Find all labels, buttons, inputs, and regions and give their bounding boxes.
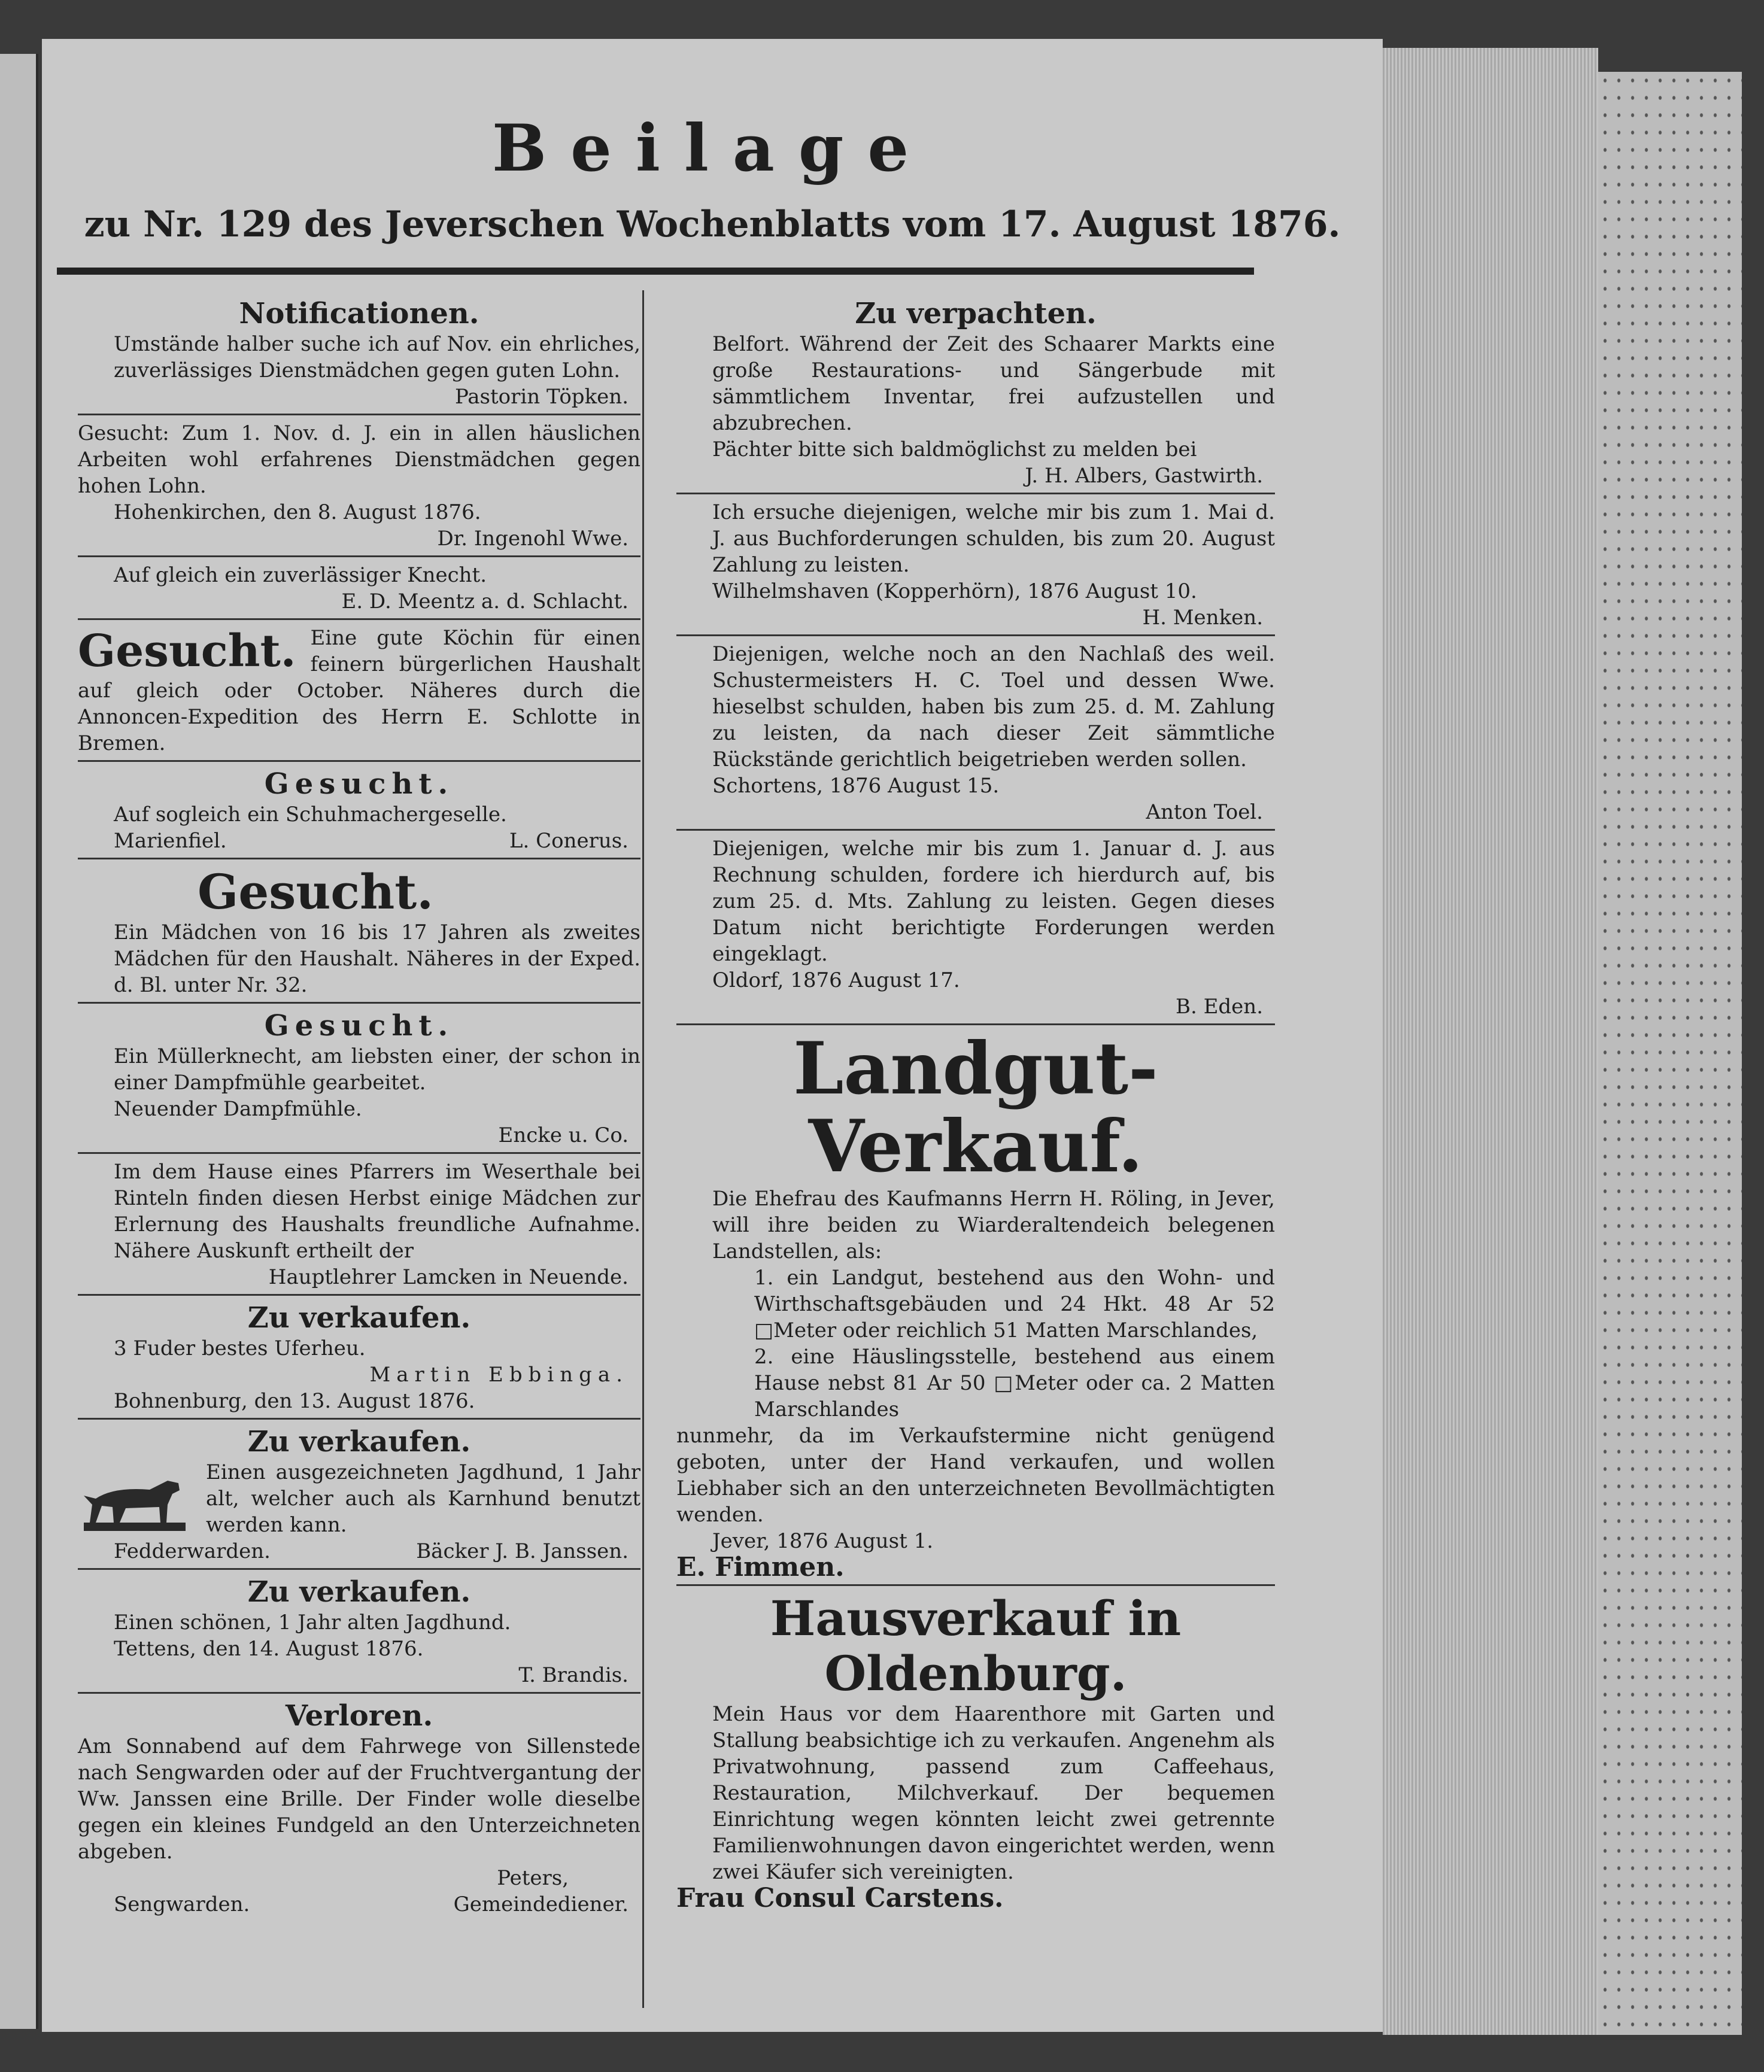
ad-text: Auf sogleich ein Schuhmachergeselle. — [114, 803, 507, 827]
ad-list-item: 1. ein Landgut, bestehend aus den Wohn- und Wirthschaftsgebäuden und 24 Hkt. 48 Ar 52 □Meter oder reichlich 51 Matten Marschlandes, — [754, 1266, 1275, 1342]
ad-footer — [78, 1891, 640, 1918]
separator — [78, 555, 640, 557]
ad-text: Pächter bitte sich baldmöglichst zu melden bei — [712, 438, 1197, 461]
separator — [78, 1692, 640, 1694]
separator — [676, 829, 1275, 831]
ad-text: Diejenigen, welche mir bis zum 1. Januar d. J. aus Rechnung schulden, fordere ich hierdurch auf, bis zum 25. d. Mts. Zahlung zu leisten. Gegen dieses Datum nicht berichtigte Forderungen werden eingeklagt. — [712, 837, 1275, 966]
ad-heading: Gesucht. — [264, 767, 454, 801]
ad-heading: Gesucht. — [264, 1009, 454, 1043]
ad-list-item: 2. eine Häuslingsstelle, bestehend aus einem Hause nebst 81 Ar 50 □Meter oder ca. 2 Matten Marschlandes — [754, 1345, 1275, 1421]
ad-signature: Gemeindediener. — [453, 1892, 629, 1916]
ad-gesucht-muellerknecht — [78, 1008, 640, 1149]
ad-signature: E. Fimmen. — [676, 1552, 845, 1582]
ad-toel — [676, 641, 1275, 825]
ad-gesucht-maedchen — [78, 864, 640, 998]
ad-landgut-verkauf — [676, 1026, 1275, 1582]
separator — [78, 858, 640, 859]
ad-zu-verkaufen-heu — [78, 1301, 640, 1414]
ad-text: Auf gleich ein zuverlässiger Knecht. — [114, 563, 487, 587]
separator — [676, 1023, 1275, 1025]
ad-text: Mein Haus vor dem Haarenthore mit Garten und Stallung beabsichtige ich zu verkaufen. Angenehm als Privatwohnung, passend zum Caffeehaus, Restauration, Milchverkauf. Der bequemen Einrichtung wegen könnten leicht zwei getrennte Familienwohnungen davon eingerichtet werden, wenn zwei Käufer sich vereinigten. — [712, 1702, 1275, 1884]
ad-place: Tettens, den 14. August 1876. — [114, 1637, 424, 1661]
ad-text: Einen ausgezeichneten Jagdhund, 1 Jahr alt, welcher auch als Karnhund benutzt werden kann. — [206, 1460, 640, 1537]
ad-signature: Martin Ebbinga. — [369, 1363, 629, 1387]
book-page-edges — [1383, 48, 1598, 2035]
ad-verloren — [78, 1699, 640, 1918]
separator — [78, 1418, 640, 1420]
ad-text: Diejenigen, welche noch an den Nachlaß des weil. Schustermeisters H. C. Toel und dessen Wwe. hieselbst schulden, haben bis zum 25. d. M. Zahlung zu leisten, da nach dieser Zeit sämmtliche Rückstände gerichtlich beigetrieben werden sollen. — [712, 642, 1275, 771]
separator — [78, 618, 640, 620]
ad-notificationen — [78, 296, 640, 410]
left-column — [78, 296, 640, 1919]
ad-heading: Hausverkauf in Oldenburg. — [770, 1590, 1182, 1702]
ad-signature: Encke u. Co. — [498, 1123, 629, 1147]
book-cover-edge — [1598, 72, 1742, 2035]
separator — [78, 1294, 640, 1296]
ad-heading: Notificationen. — [239, 297, 479, 330]
ad-place: Bohnenburg, den 13. August 1876. — [114, 1389, 475, 1413]
ad-heading: Zu verkaufen. — [247, 1425, 471, 1459]
previous-page-edge — [0, 54, 38, 2029]
ad-signature: T. Brandis. — [518, 1663, 629, 1687]
ad-heading: Zu verpachten. — [855, 297, 1097, 330]
ad-text: Ein Mädchen von 16 bis 17 Jahren als zweites Mädchen für den Haushalt. Näheres in der Exped. d. Bl. unter Nr. 32. — [114, 920, 640, 997]
separator — [78, 1568, 640, 1570]
ad-hausverkauf — [676, 1591, 1275, 1912]
ad-signature: Hauptlehrer Lamcken in Neuende. — [268, 1265, 629, 1289]
ad-signature: Anton Toel. — [1146, 800, 1263, 824]
separator — [78, 760, 640, 762]
ad-heading: Zu verkaufen. — [247, 1575, 471, 1609]
ad-pfarrer — [78, 1159, 640, 1290]
separator — [676, 1584, 1275, 1586]
ad-text: Ein Müllerknecht, am liebsten einer, der schon in einer Dampfmühle gearbeitet. — [114, 1044, 640, 1095]
ad-signature: H. Menken. — [1142, 606, 1263, 630]
ad-heading: Verloren. — [285, 1699, 433, 1733]
ad-signature: E. D. Meentz a. d. Schlacht. — [341, 590, 629, 613]
ad-signature: Dr. Ingenohl Wwe. — [437, 527, 629, 551]
ad-gesucht-dienstmaedchen — [78, 420, 640, 552]
ad-text: Eine gute Köchin für einen feinern bürgerlichen Haushalt auf gleich oder October. Näheres durch die Annoncen-Expedition des Herrn E. Schlotte in Bremen. — [78, 626, 640, 755]
right-column — [676, 296, 1275, 1913]
ad-text: 3 Fuder bestes Uferheu. — [114, 1336, 366, 1360]
ad-knecht — [78, 562, 640, 615]
ad-place: Fedderwarden. — [114, 1539, 271, 1563]
ad-text: Einen schönen, 1 Jahr alten Jagdhund. — [114, 1611, 511, 1634]
newspaper-page — [42, 39, 1383, 2032]
separator — [78, 414, 640, 415]
ad-heading: Gesucht. — [78, 625, 296, 677]
ad-heading: Gesucht. — [198, 864, 434, 920]
ad-place: Sengwarden. — [114, 1892, 250, 1916]
ad-text: Am Sonnabend auf dem Fahrwege von Sillenstede nach Sengwarden oder auf der Fruchtvergantung der Ww. Janssen eine Brille. Der Finder wolle dieselbe gegen ein kleines Fundgeld an den Unterzeichneten abgeben. — [78, 1734, 640, 1864]
ad-text: Im dem Hause eines Pfarrers im Weserthale bei Rinteln finden diesen Herbst einige Mädchen zur Erlernung des Haushalts freundliche Aufnahme. Nähere Auskunft ertheilt der — [114, 1160, 640, 1263]
separator — [676, 493, 1275, 494]
ad-footer — [78, 1538, 640, 1564]
ad-zu-verkaufen-jagdhund — [78, 1424, 640, 1564]
ad-place: Jever, 1876 August 1. — [712, 1529, 934, 1553]
header-rule — [57, 268, 1254, 275]
page-title: Beilage — [491, 111, 933, 186]
ad-text: Ich ersuche diejenigen, welche mir bis zum 1. Mai d. J. aus Buchforderungen schulden, bis zum 20. August Zahlung zu leisten. — [712, 500, 1275, 577]
ad-place: Wilhelmshaven (Kopperhörn), 1876 August 10. — [712, 579, 1197, 603]
ad-signature: Bäcker J. B. Janssen. — [416, 1539, 629, 1563]
separator — [676, 634, 1275, 636]
ad-zu-verkaufen-jagdhund-2 — [78, 1575, 640, 1688]
ad-gesucht-schuhmacher — [78, 767, 640, 854]
ad-signature: Pastorin Töpken. — [454, 385, 629, 409]
ad-heading: Zu verkaufen. — [247, 1301, 471, 1335]
ad-heading: Landgut-Verkauf. — [793, 1026, 1158, 1189]
ad-zu-verpachten — [676, 296, 1275, 489]
ad-eden — [676, 836, 1275, 1020]
ad-signature: Frau Consul Carstens. — [676, 1883, 1004, 1913]
ad-text: Belfort. Während der Zeit des Schaarer Markts eine große Restaurations- und Sängerbude mit sämmtlichem Inventar, frei aufzustellen und abzubrechen. — [712, 332, 1275, 435]
ad-place: Schortens, 1876 August 15. — [712, 774, 1000, 798]
dog-icon — [78, 1463, 192, 1535]
ad-menken — [676, 499, 1275, 631]
ad-signature: B. Eden. — [1175, 995, 1263, 1019]
ad-place: Marienfiel. — [114, 829, 227, 853]
ad-text: nunmehr, da im Verkaufstermine nicht genügend geboten, unter der Hand verkaufen, und wollen Liebhaber sich an den unterzeichneten Bevollmächtigten wenden. — [676, 1424, 1275, 1527]
column-rule — [642, 290, 644, 2008]
ad-text: Die Ehefrau des Kaufmanns Herrn H. Röling, in Jever, will ihre beiden zu Wiarderaltendeich belegenen Landstellen, als: — [712, 1187, 1275, 1263]
ad-signature: J. H. Albers, Gastwirth. — [1025, 464, 1263, 488]
ad-signature: L. Conerus. — [509, 829, 629, 853]
separator — [78, 1002, 640, 1004]
ad-footer — [78, 828, 640, 854]
ad-text: Gesucht: Zum 1. Nov. d. J. ein in allen häuslichen Arbeiten wohl erfahrenes Dienstmädchen gegen hohen Lohn. — [78, 421, 640, 498]
ad-text: Umstände halber suche ich auf Nov. ein ehrliches, zuverlässiges Dienstmädchen gegen guten Lohn. — [114, 332, 640, 382]
ad-place: Hohenkirchen, den 8. August 1876. — [114, 500, 481, 524]
ad-place: Neuender Dampfmühle. — [114, 1097, 362, 1121]
ad-gesucht-koechin — [78, 625, 640, 757]
ad-signature: Peters, — [497, 1866, 569, 1890]
page-subtitle: zu Nr. 129 des Jeverschen Wochenblatts vom 17. August 1876. — [84, 203, 1341, 245]
ad-place: Oldorf, 1876 August 17. — [712, 968, 960, 992]
separator — [78, 1152, 640, 1154]
